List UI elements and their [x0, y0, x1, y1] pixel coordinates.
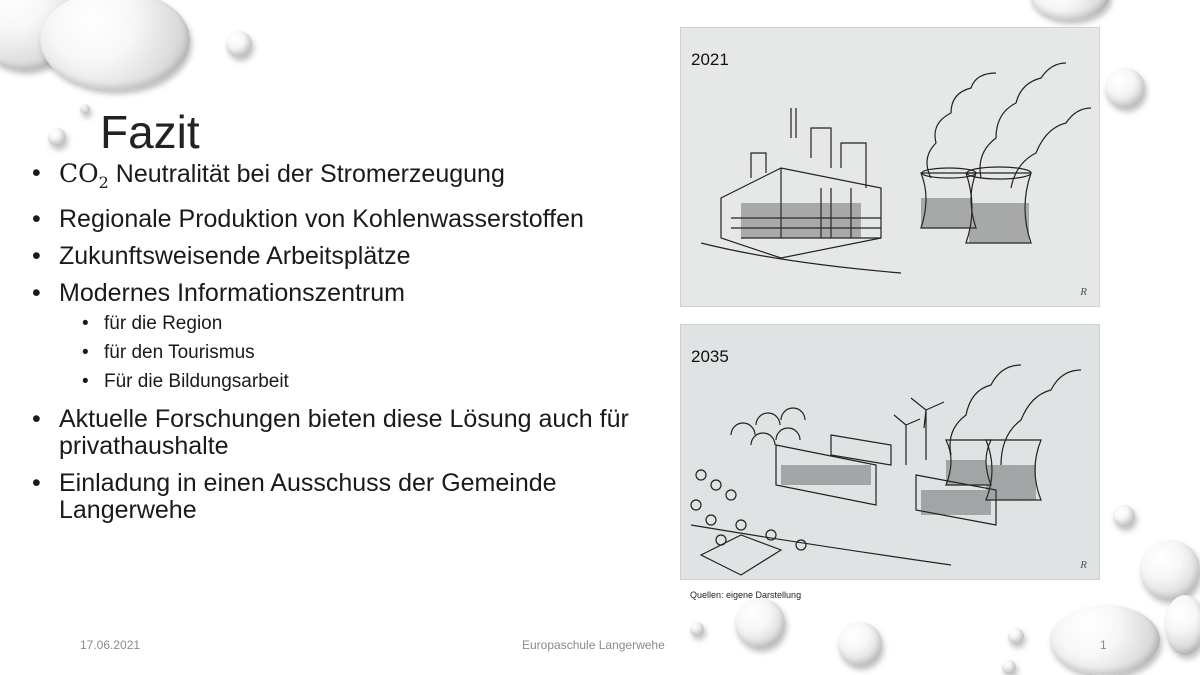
- water-drop: [1113, 505, 1135, 527]
- water-drop: [80, 104, 90, 114]
- info-center-sublist: [32, 309, 672, 396]
- artist-signature: R: [1080, 559, 1087, 571]
- water-drop: [690, 622, 704, 636]
- power-plant-sketch: [681, 28, 1101, 308]
- image-source-note: Quellen: eigene Darstellung: [690, 590, 802, 600]
- footer-page-number: 1: [1100, 638, 1107, 652]
- water-drop: [226, 31, 252, 57]
- bullet-research: • Aktuelle Forschungen bieten diese Lösung auch für privathaushalte: [32, 406, 672, 460]
- bullet-future-jobs: • Zukunftsweisende Arbeitsplätze: [32, 243, 672, 270]
- sub-bullet-tourism: • für den Tourismus: [32, 338, 672, 367]
- year-label-2035: 2035: [691, 347, 729, 366]
- water-drop: [1008, 628, 1024, 644]
- water-drop: [48, 128, 66, 146]
- water-drop: [1140, 540, 1200, 600]
- water-drop: [1030, 0, 1110, 20]
- water-drop: [1002, 660, 1016, 674]
- bullet-invitation: • Einladung in einen Ausschuss der Gemeinde Langerwehe: [32, 470, 672, 524]
- bullet-regional-production: • Regionale Produktion von Kohlenwasserstoffen: [32, 206, 672, 233]
- bullet-list: [32, 160, 672, 534]
- water-drop: [838, 622, 882, 666]
- water-drop: [1165, 595, 1200, 655]
- slide-title: Fazit: [100, 106, 200, 158]
- footer-date: 17.06.2021: [80, 638, 141, 652]
- sketch-2021-image: [680, 27, 1100, 307]
- co2-formula: $CO_2$: [59, 159, 109, 192]
- sub-bullet-region: • für die Region: [32, 309, 672, 338]
- year-label-2021: 2021: [691, 50, 729, 69]
- sketch-2035-image: [680, 324, 1100, 580]
- footer-school-name: Europaschule Langerwehe: [522, 638, 665, 652]
- future-plant-sketch: [681, 325, 1101, 581]
- water-drop: [1105, 68, 1145, 108]
- bullet-co2-neutrality: • $CO_2$ Neutralität bei der Stromerzeugung: [32, 160, 672, 196]
- water-drop: [40, 0, 190, 90]
- water-drop: [735, 598, 785, 648]
- artist-signature: R: [1080, 286, 1087, 298]
- sub-bullet-education: • Für die Bildungsarbeit: [32, 367, 672, 396]
- bullet-info-center: • Modernes Informationszentrum: [32, 280, 672, 307]
